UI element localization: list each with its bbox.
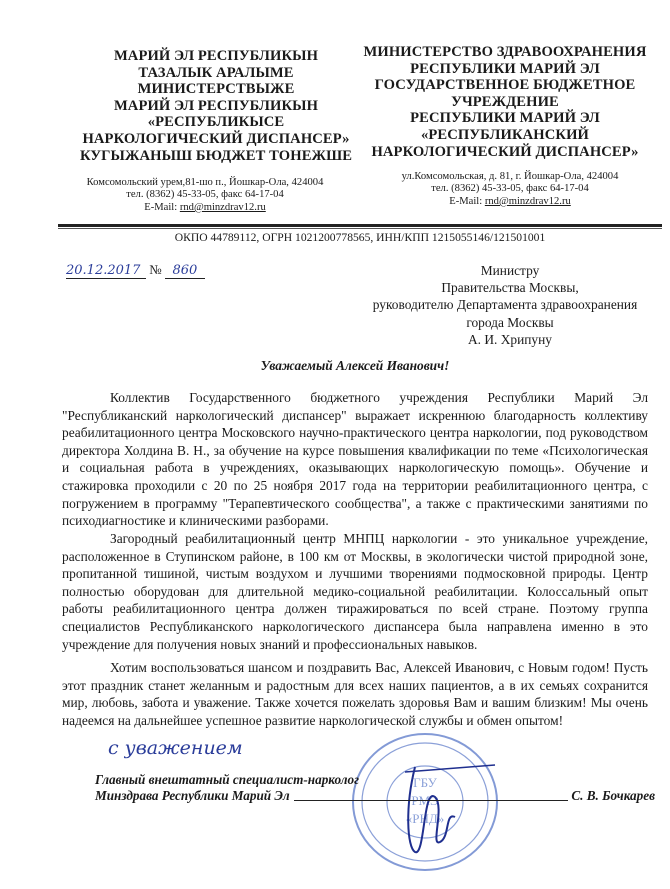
addressee-block (365, 262, 655, 348)
addressee-line: А. И. Хрипуну (468, 331, 552, 347)
header-left-line: МАРИЙ ЭЛ РЕСПУБЛИКЫН (113, 48, 319, 64)
header-left-org-name (60, 48, 372, 164)
header-left-phone: тел. (8362) 45-33-05, факс 64-17-04 (126, 189, 284, 201)
email-label: E-Mail: (449, 195, 485, 207)
header-right-line: «РЕСПУБЛИКАНСКИЙ (421, 126, 589, 143)
header-left-line: НАРКОЛОГИЧЕСКИЙ ДИСПАНСЕР» (82, 130, 350, 147)
number-label: № (149, 262, 162, 277)
addressee-line: руководителю Департамента здравоохранения (372, 297, 638, 313)
outgoing-number: 860 (165, 263, 205, 279)
salutation: Уважаемый Алексей Иванович! (260, 358, 450, 373)
signature-line (294, 800, 569, 801)
svg-text:РМЭ: РМЭ (411, 793, 439, 808)
email-label: E-Mail: (144, 201, 180, 213)
header-right-contacts (365, 171, 655, 208)
signature-block (95, 772, 655, 804)
svg-text:«РНД»: «РНД» (405, 811, 445, 826)
addressee-line: Правительства Москвы, (441, 280, 579, 296)
header-left-line: КУГЫЖАНЫШ БЮДЖЕТ ТОНЕЖШЕ (79, 147, 353, 164)
letter-paragraph-1 (62, 389, 648, 530)
paragraph-text: Загородный реабилитационный центр МНПЦ наркологии - это уникальное учреждение, расположенное в Ступинском районе, в 100 км от Москвы, в экологически чистой природной зоне, пропитанной тишиной, чистым воздухом и лучшими творениями подмосковной природы. Центр полностью оборудован для длительной медико-социальной реабилитации. Колоссальный опыт работы реабилитационного центра должен тиражироваться по всей стране. Поэтому группа специалистов Республиканского наркологического диспансера была направлена именно в это учреждение для получения новых знаний и профессиональных навыков. (62, 531, 648, 652)
signatory-name: С. В. Бочкарев (571, 788, 655, 803)
header-divider-thin (58, 228, 662, 229)
addressee-line: Министру (480, 263, 540, 278)
header-right-line: ГОСУДАРСТВЕННОЕ БЮДЖЕТНОЕ (374, 77, 636, 94)
paragraph-text: Коллектив Государственного бюджетного учреждения Республики Марий Эл "Республиканский наркологический диспансер" выражает искреннюю благодарность коллективу реабилитационного центра Московского научно-практического центра наркологии, под руководством директора Холдина В. Н., за обучение на курсе повышения квалификации по теме «Психологическая и социальная работа в учреждениях, оказывающих наркологическую помощь». Обучение и стажировка проходили с 20 по 25 ноября 2017 года на территории реабилитационного центра, с погружением в программу "Терапевтического сообщества", а также с практическими занятиями по психодиагностике и клиническими разборами. (62, 390, 648, 529)
svg-text:ГБУ: ГБУ (413, 775, 437, 790)
signatory-title-line-1: Главный внештатный специалист-нарколог (95, 772, 359, 787)
letter-paragraph-2 (62, 530, 648, 653)
header-right-line: РЕСПУБЛИКИ МАРИЙ ЭЛ (410, 110, 600, 127)
header-right-line: НАРКОЛОГИЧЕСКИЙ ДИСПАНСЕР» (371, 143, 639, 160)
outgoing-reference (66, 262, 205, 279)
addressee-line: города Москвы (466, 314, 554, 330)
header-left-line: МИНИСТЕРСТВЫЖЕ (137, 81, 295, 98)
header-right-line: РЕСПУБЛИКИ МАРИЙ ЭЛ (410, 60, 600, 77)
header-left-line: «РЕСПУБЛИКЫСЕ (147, 114, 285, 131)
header-left-address: Комсомольский урем,81-шо п., Йошкар-Ола, 424004 (86, 177, 324, 188)
header-right-line: МИНИСТЕРСТВО ЗДРАВООХРАНЕНИЯ (363, 44, 647, 60)
header-right-address: ул.Комсомольская, д. 81, г. Йошкар-Ола, 424004 (401, 171, 619, 182)
header-right-email-link[interactable]: rnd@minzdrav12.ru (484, 195, 571, 207)
header-divider-thick (58, 224, 662, 227)
header-left-line: ТАЗАЛЫК АРАЛЫМЕ (138, 64, 294, 81)
registry-codes: ОКПО 44789112, ОГРН 1021200778565, ИНН/КПП 1215055146/121501001 (174, 231, 546, 244)
header-right-org-name (355, 44, 655, 160)
header-right-line: УЧРЕЖДЕНИЕ (451, 93, 559, 110)
header-right-phone: тел. (8362) 45-33-05, факс 64-17-04 (431, 183, 589, 195)
signatory-title-line-2: Минздрава Республики Марий Эл (95, 788, 290, 803)
header-left-line: МАРИЙ ЭЛ РЕСПУБЛИКЫН (113, 97, 319, 114)
paragraph-text: Хотим воспользоваться шансом и поздравить Вас, Алексей Иванович, с Новым годом! Пусть этот праздник станет желанным и радостным для всех наших пациентов, а в их семьях сохранится мир, любовь, забота и уважение. Также хочется пожелать здоровья Вам и вашим близким! Мы очень надеемся на дальнейшее успешное развитие наркологической службы и обмен опытом! (62, 660, 648, 728)
header-left-contacts (60, 177, 350, 214)
handwritten-closing: с уважением (108, 737, 243, 759)
letter-paragraph-3 (62, 659, 648, 729)
outgoing-date: 20.12.2017 (66, 263, 146, 279)
header-left-email-link[interactable]: rnd@minzdrav12.ru (179, 201, 266, 213)
